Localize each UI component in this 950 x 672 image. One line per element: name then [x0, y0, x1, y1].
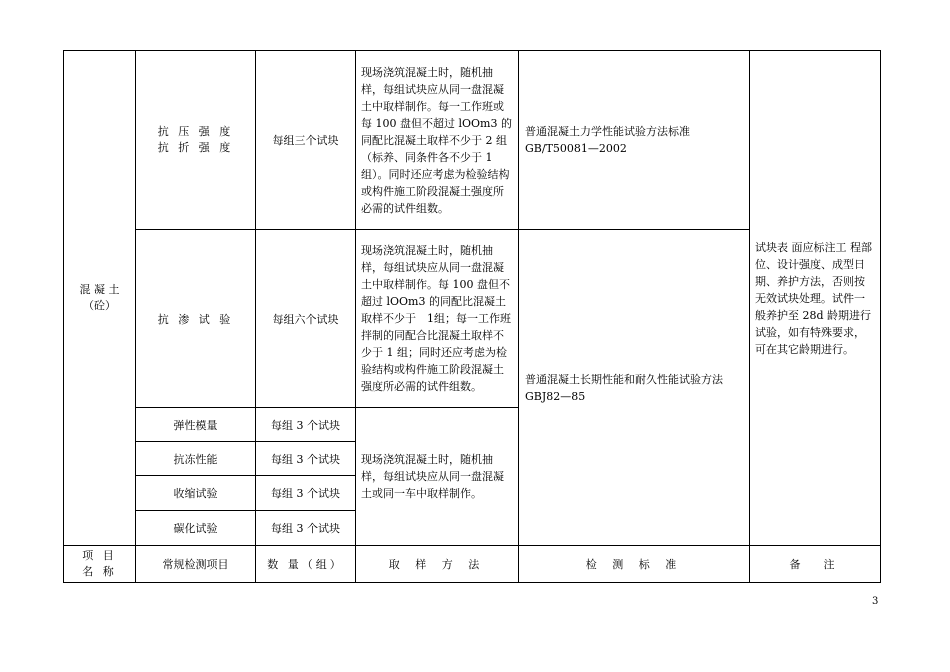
item-cell: 弹性模量 — [136, 408, 256, 442]
header-project-line: 名 称 — [82, 565, 117, 578]
inspection-table-sheet — [63, 50, 880, 583]
header-item: 常规检测项目 — [136, 546, 256, 583]
header-sampling: 取 样 方 法 — [356, 546, 519, 583]
standard-cell: 普通混凝土长期性能和耐久性能试验方法GBJ82—85 — [519, 230, 750, 546]
item-cell: 收缩试验 — [136, 476, 256, 511]
page-number: 3 — [872, 596, 879, 607]
header-project-name — [64, 546, 136, 583]
header-row — [64, 546, 881, 583]
item-cell: 抗冻性能 — [136, 442, 256, 476]
item-cell: 碳化试验 — [136, 511, 256, 546]
header-quantity: 数 量（组） — [256, 546, 356, 583]
concrete-testing-table — [63, 50, 881, 583]
item-cell — [136, 51, 256, 230]
remarks-cell: 试块表 面应标注工 程部位、设计强度、成型日期、养护方法，否则按无效试块处理。试件一般养护至 28d 龄期进行试验，如有特殊要求，可在其它龄期进行。 — [750, 51, 881, 546]
quantity-cell: 每组 3 个试块 — [256, 442, 356, 476]
header-standard: 检 测 标 准 — [519, 546, 750, 583]
quantity-cell: 每组 3 个试块 — [256, 476, 356, 511]
item-label: 抗 折 强 度 — [157, 141, 234, 154]
quantity-cell: 每组六个试块 — [256, 230, 356, 408]
header-remarks: 备 注 — [750, 546, 881, 583]
item-label: 抗 压 强 度 — [157, 125, 234, 138]
item-cell: 抗 渗 试 验 — [136, 230, 256, 408]
category-cell — [64, 51, 136, 546]
sampling-method-cell: 现场浇筑混凝土时，随机抽样，每组试块应从同一盘混凝土中取样制作。每 100 盘但不超过 lOOm3 的同配比混凝土取样不少于 1组；每一工作班拌制的同配合比混凝土取样不少于 1 组；同时还应考虑为检验结构或构件施工阶段混凝土强度所必需的试件组数。 — [356, 230, 519, 408]
category-abbr: （砼） — [83, 299, 116, 312]
standard-cell: 普通混凝土力学性能试验方法标准GB/T50081—2002 — [519, 51, 750, 230]
sampling-method-cell: 现场浇筑混凝土时，随机抽样，每组试块应从同一盘混凝土或同一车中取样制作。 — [356, 408, 519, 546]
quantity-cell: 每组三个试块 — [256, 51, 356, 230]
quantity-cell: 每组 3 个试块 — [256, 408, 356, 442]
sampling-method-cell: 现场浇筑混凝土时，随机抽样，每组试块应从同一盘混凝土中取样制作。每一工作班或每 100 盘但不超过 lOOm3 的同配比混凝土取样不少于 2 组（标养、同条件各不少于 1 组）。同时还应考虑为检验结构或构件施工阶段混凝土强度所必需的试件组数。 — [356, 51, 519, 230]
table-row — [64, 51, 881, 230]
header-project-line: 项 目 — [82, 549, 117, 562]
quantity-cell: 每组 3 个试块 — [256, 511, 356, 546]
category-name: 混 凝 土 — [79, 283, 120, 296]
